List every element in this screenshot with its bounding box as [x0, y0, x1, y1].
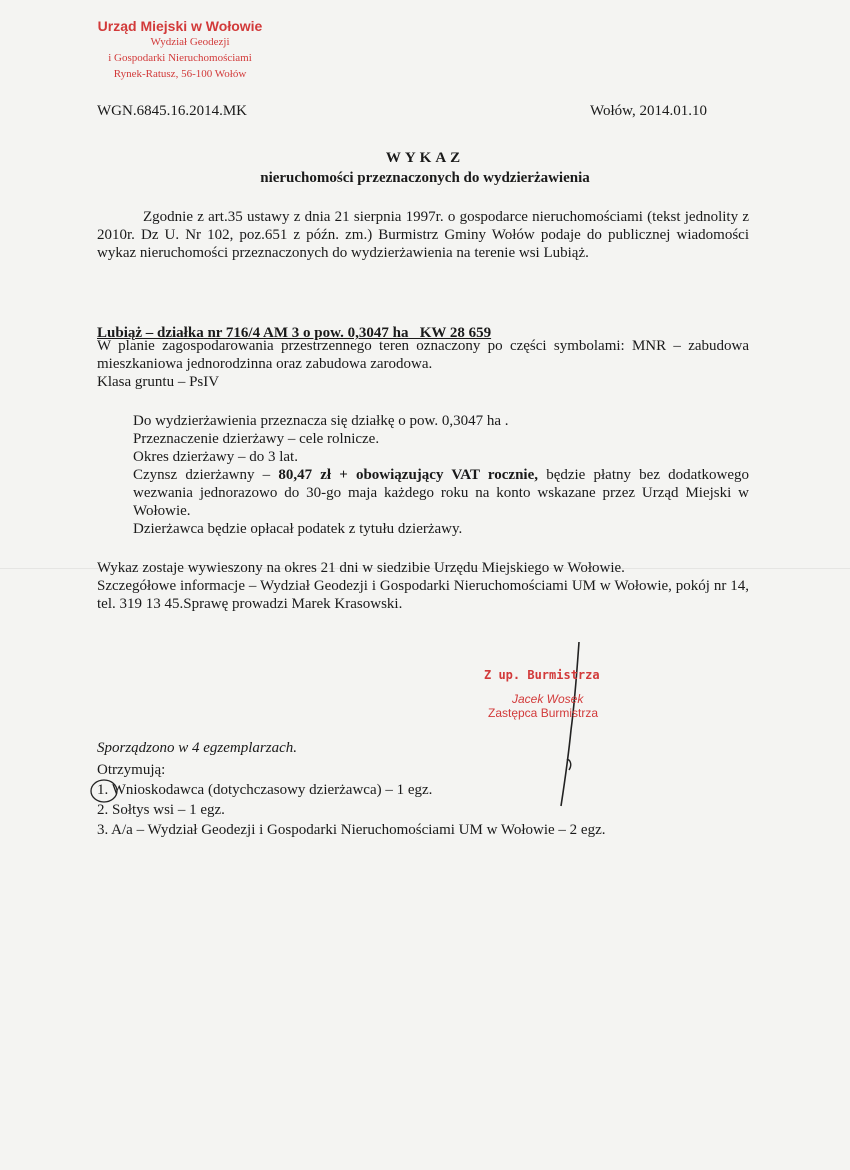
lease-terms [133, 412, 749, 538]
lease-tax: Dzierżawca będzie opłacał podatek z tytułu dzierżawy. [133, 521, 463, 537]
lease-purpose: Przeznaczenie dzierżawy – cele rolnicze. [133, 431, 380, 447]
receiver-item: 3. A/a – Wydział Geodezji i Gospodarki Nieruchomościami UM w Wołowie – 2 egz. [97, 822, 606, 838]
rent-prefix: Czynsz dzierżawny – [133, 467, 279, 483]
receiver-item: 2. Sołtys wsi – 1 egz. [97, 802, 225, 818]
copies-note: Sporządzono w 4 egzemplarzach. [97, 740, 298, 756]
handwritten-circle-mark [88, 776, 122, 806]
receiver-item: 1. Wnioskodawca (dotychczasowy dzierżawca) – 1 egz. [97, 782, 433, 798]
document-subtitle: nieruchomości przeznaczonych do wydzierżawienia [260, 170, 590, 186]
contact-details: Szczegółowe informacje – Wydział Geodezji i Gospodarki Nieruchomościami UM w Wołowie, pokój nr 14, tel. 319 13 45.Sprawę prowadzi Marek Krasowski. [97, 578, 749, 612]
lease-rent [133, 466, 749, 520]
place-date: Wołów, 2014.01.10 [590, 103, 707, 119]
document-title: WYKAZ [385, 150, 465, 166]
intro-paragraph: Zgodnie z art.35 ustawy z dnia 21 sierpnia 1997r. o gospodarce nieruchomościami (tekst jednolity z 2010r. Dz U. Nr 102, poz.651 z późn. zm.) Burmistrz Gminy Wołów podaje do publicznej wiadomości wykaz nieruchomości przeznaczonych do wydzierżawienia na terenie wsi Lubiąż. [97, 209, 749, 261]
stamp-address: Rynek-Ratusz, 56-100 Wołów [113, 68, 247, 80]
lease-area: Do wydzierżawienia przeznacza się działkę o pow. 0,3047 ha . [133, 413, 509, 429]
publication-info [97, 559, 749, 613]
zoning-plan-text: W planie zagospodarowania przestrzennego teren oznaczony po części symbolami: MNR – zabudowa mieszkaniowa jednorodzinna oraz zabudowa zarodowa. [97, 338, 749, 372]
receivers-heading: Otrzymują: [97, 762, 166, 778]
signature-title: Z up. Burmistrza [484, 668, 600, 682]
soil-class: Klasa gruntu – PsIV [97, 374, 220, 390]
signatory-name: Jacek Wosek [512, 692, 584, 706]
lease-period: Okres dzierżawy – do 3 lat. [133, 449, 298, 465]
stamp-department: Wydział Geodezji [150, 36, 230, 48]
plot-heading: Lubiąż – działka nr 716/4 AM 3 o pow. 0,3047 ha KW 28 659 [97, 325, 492, 341]
rent-suffix: będzie płatny bez dodatkowego wezwania jednorazowo do 30-go maja każdego roku na konto wskazane przez Urząd Miejski w Wołowie. [133, 467, 749, 519]
publication-period: Wykaz zostaje wywieszony na okres 21 dni w siedzibie Urzędu Miejskiego w Wołowie. [97, 560, 625, 576]
receivers-list [97, 760, 605, 840]
reference-number: WGN.6845.16.2014.MK [97, 103, 247, 119]
stamp-office-name: Urząd Miejski w Wołowie [97, 18, 263, 34]
signature-stamp [484, 668, 644, 720]
rent-amount: 80,47 zł + obowiązujący VAT rocznie, [278, 467, 539, 483]
stamp-department-cont: i Gospodarki Nieruchomościami [108, 52, 252, 64]
signatory-role: Zastępca Burmistrza [488, 706, 599, 720]
office-stamp [80, 18, 280, 82]
